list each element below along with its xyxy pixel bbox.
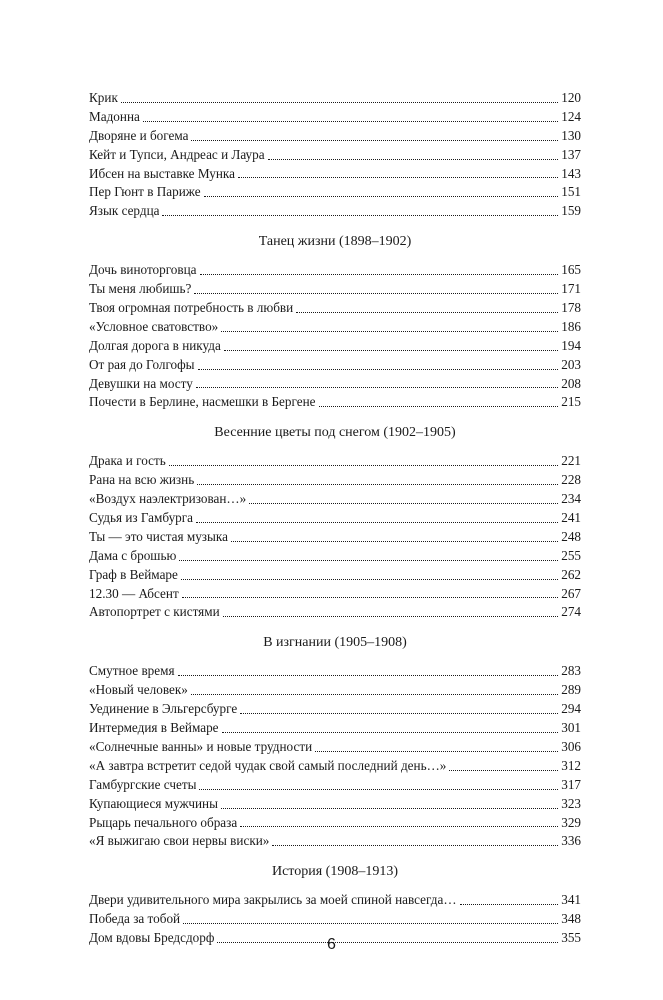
dot-leader: [197, 483, 558, 485]
toc-entry: [89, 585, 581, 604]
toc-entry: [89, 681, 581, 700]
toc-entry: [89, 375, 581, 394]
toc-entry: [89, 490, 581, 509]
dot-leader: [222, 731, 559, 733]
toc-entry-title: Ибсен на выставке Мунка: [89, 165, 235, 181]
toc-entry-page: 274: [561, 604, 581, 620]
dot-leader: [223, 615, 559, 617]
toc-entry-title: Крик: [89, 90, 118, 105]
dot-leader: [238, 176, 558, 178]
toc-entry: [89, 471, 581, 490]
toc-entry: [89, 662, 581, 681]
toc-entry-page: 137: [561, 146, 581, 162]
toc-entry-title: Дочь виноторговца: [89, 262, 197, 278]
toc-entry-page: 317: [561, 776, 581, 792]
toc-entry-title: «А завтра встретит седой чудак свой самый последний день…»: [89, 757, 447, 773]
toc-entry: [89, 910, 581, 929]
toc-entry-title: Твоя огромная потребность в любви: [89, 300, 294, 316]
dot-leader: [204, 195, 559, 197]
toc-entry-page: 336: [561, 833, 581, 849]
toc-entry-page: 341: [561, 892, 581, 908]
toc-entry-page: 306: [561, 738, 581, 754]
toc-entry-page: 194: [561, 337, 581, 353]
toc-entry-page: 289: [561, 682, 581, 698]
toc-entry-page: 323: [561, 795, 581, 811]
toc-entry: [89, 566, 581, 585]
toc-entry: [89, 165, 581, 184]
toc-entry-page: 234: [561, 491, 581, 507]
toc-entry-title: Интермедия в Веймаре: [89, 720, 219, 736]
toc-entry-page: 255: [561, 547, 581, 563]
dot-leader: [240, 825, 558, 827]
toc-entry-page: 208: [561, 375, 581, 391]
dot-leader: [200, 273, 559, 275]
toc-entry-page: 348: [561, 911, 581, 927]
toc-entry-title: 12.30 — Абсент: [89, 585, 179, 601]
toc-entry: [89, 393, 581, 412]
toc-entry-title: «Новый человек»: [89, 682, 188, 698]
dot-leader: [221, 807, 558, 809]
toc-entry: [89, 356, 581, 375]
toc-entry-page: 215: [561, 394, 581, 410]
dot-leader: [196, 521, 558, 523]
toc-entry-title: Купающиеся мужчины: [89, 795, 218, 811]
toc-entry: [89, 528, 581, 547]
toc-entry: [89, 261, 581, 280]
toc-entry: [89, 891, 581, 910]
toc-entry: [89, 814, 581, 833]
dot-leader: [194, 292, 558, 294]
toc-entry-title: Пер Гюнт в Париже: [89, 184, 201, 200]
dot-leader: [268, 158, 559, 160]
toc-entry-page: 120: [561, 90, 581, 105]
dot-leader: [182, 596, 559, 598]
dot-leader: [178, 674, 559, 676]
toc-entry-page: 283: [561, 663, 581, 679]
toc-entry-title: Уединение в Эльгерсбурге: [89, 701, 238, 717]
dot-leader: [240, 712, 558, 714]
dot-leader: [231, 540, 558, 542]
section-title: В изгнании (1905–1908): [263, 635, 407, 651]
toc-entry-title: Девушки на мосту: [89, 375, 193, 391]
dot-leader: [179, 559, 558, 561]
toc-entry-page: 221: [561, 453, 581, 469]
toc-entry-page: 355: [561, 930, 581, 946]
toc-entry-title: «Условное сватовство»: [89, 318, 219, 334]
dot-leader: [319, 405, 559, 407]
dot-leader: [449, 769, 558, 771]
toc-entry: [89, 146, 581, 165]
section-title: Танец жизни (1898–1902): [258, 234, 412, 250]
section-title: Весенние цветы под снегом (1902–1905): [214, 425, 456, 441]
toc-entry-title: Язык сердца: [89, 203, 160, 219]
toc-entry: [89, 547, 581, 566]
dot-leader: [121, 101, 558, 103]
toc-entry: [89, 127, 581, 146]
dot-leader: [191, 139, 558, 141]
toc-entry-title: «Солнечные ванны» и новые трудности: [89, 738, 313, 754]
toc-entry: [89, 700, 581, 719]
toc-entry-title: Дворяне и богема: [89, 127, 189, 143]
toc-entry-title: Почести в Берлине, насмешки в Бергене: [89, 394, 316, 410]
toc-entry-title: Драка и гость: [89, 453, 166, 469]
toc-entry-title: Кейт и Тупси, Андреас и Лаура: [89, 146, 265, 162]
dot-leader: [183, 922, 558, 924]
dot-leader: [315, 750, 558, 752]
dot-leader: [221, 330, 558, 332]
toc-entry-title: Автопортрет с кистями: [89, 604, 220, 620]
dot-leader: [296, 311, 558, 313]
dot-leader: [460, 903, 559, 905]
dot-leader: [249, 502, 558, 504]
dot-leader: [224, 349, 558, 351]
toc-entry: [89, 757, 581, 776]
toc-entry: [89, 719, 581, 738]
toc-entry: [89, 452, 581, 471]
toc-entry-page: 294: [561, 701, 581, 717]
toc-entry: [89, 509, 581, 528]
toc-entry-page: 329: [561, 814, 581, 830]
toc-entry: [89, 299, 581, 318]
toc-entry: [89, 603, 581, 622]
dot-leader: [181, 578, 558, 580]
toc-entry-page: 124: [561, 108, 581, 124]
toc-entry-title: Смутное время: [89, 663, 175, 679]
toc-entry: [89, 337, 581, 356]
toc-entry-page: 241: [561, 510, 581, 526]
toc-entry-title: Долгая дорога в никуда: [89, 337, 221, 353]
toc-entry-page: 248: [561, 528, 581, 544]
dot-leader: [162, 214, 558, 216]
dot-leader: [199, 788, 558, 790]
toc-entry: [89, 202, 581, 221]
table-of-contents: [89, 89, 581, 948]
toc-entry-page: 151: [561, 184, 581, 200]
toc-entry-title: Рана на всю жизнь: [89, 472, 195, 488]
toc-entry-page: 267: [561, 585, 581, 601]
toc-entry: [89, 89, 581, 108]
toc-entry: [89, 832, 581, 851]
dot-leader: [196, 386, 558, 388]
dot-leader: [272, 844, 558, 846]
toc-entry-page: 178: [561, 300, 581, 316]
toc-entry-page: 228: [561, 472, 581, 488]
toc-entry: [89, 795, 581, 814]
toc-entry-title: Дом вдовы Бредсдорф: [89, 930, 215, 946]
toc-entry: [89, 183, 581, 202]
toc-entry-title: Двери удивительного мира закрылись за моей спиной навсегда…: [89, 892, 457, 908]
toc-entry-page: 262: [561, 566, 581, 582]
toc-entry: [89, 280, 581, 299]
toc-entry-page: 143: [561, 165, 581, 181]
toc-entry: [89, 738, 581, 757]
toc-entry-title: Мадонна: [89, 108, 140, 124]
toc-entry-page: 301: [561, 720, 581, 736]
toc-entry-page: 171: [561, 281, 581, 297]
toc-entry: [89, 776, 581, 795]
toc-entry-title: Ты меня любишь?: [89, 281, 192, 297]
toc-entry-page: 130: [561, 127, 581, 143]
toc-entry-title: Гамбургские счеты: [89, 776, 197, 792]
toc-entry-title: Судья из Гамбурга: [89, 510, 194, 526]
toc-entry-page: 312: [561, 757, 581, 773]
toc-entry-title: «Я выжигаю свои нервы виски»: [89, 833, 270, 849]
page-number: 6: [327, 936, 336, 953]
toc-entry-title: «Воздух наэлектризован…»: [89, 491, 247, 507]
section-title: История (1908–1913): [271, 864, 398, 880]
dot-leader: [143, 120, 558, 122]
toc-entry-title: Дама с брошью: [89, 547, 177, 563]
toc-entry-page: 165: [561, 262, 581, 278]
toc-entry-title: Рыцарь печального образа: [89, 814, 238, 830]
toc-entry-page: 159: [561, 203, 581, 219]
toc-entry-page: 186: [561, 318, 581, 334]
dot-leader: [198, 368, 559, 370]
dot-leader: [191, 693, 558, 695]
toc-entry-title: Граф в Веймаре: [89, 566, 178, 582]
toc-entry-title: От рая до Голгофы: [89, 356, 195, 372]
toc-entry: [89, 108, 581, 127]
dot-leader: [169, 464, 558, 466]
toc-entry: [89, 318, 581, 337]
toc-entry-title: Победа за тобой: [89, 911, 181, 927]
toc-entry-page: 203: [561, 356, 581, 372]
toc-entry-title: Ты — это чистая музыка: [89, 528, 228, 544]
